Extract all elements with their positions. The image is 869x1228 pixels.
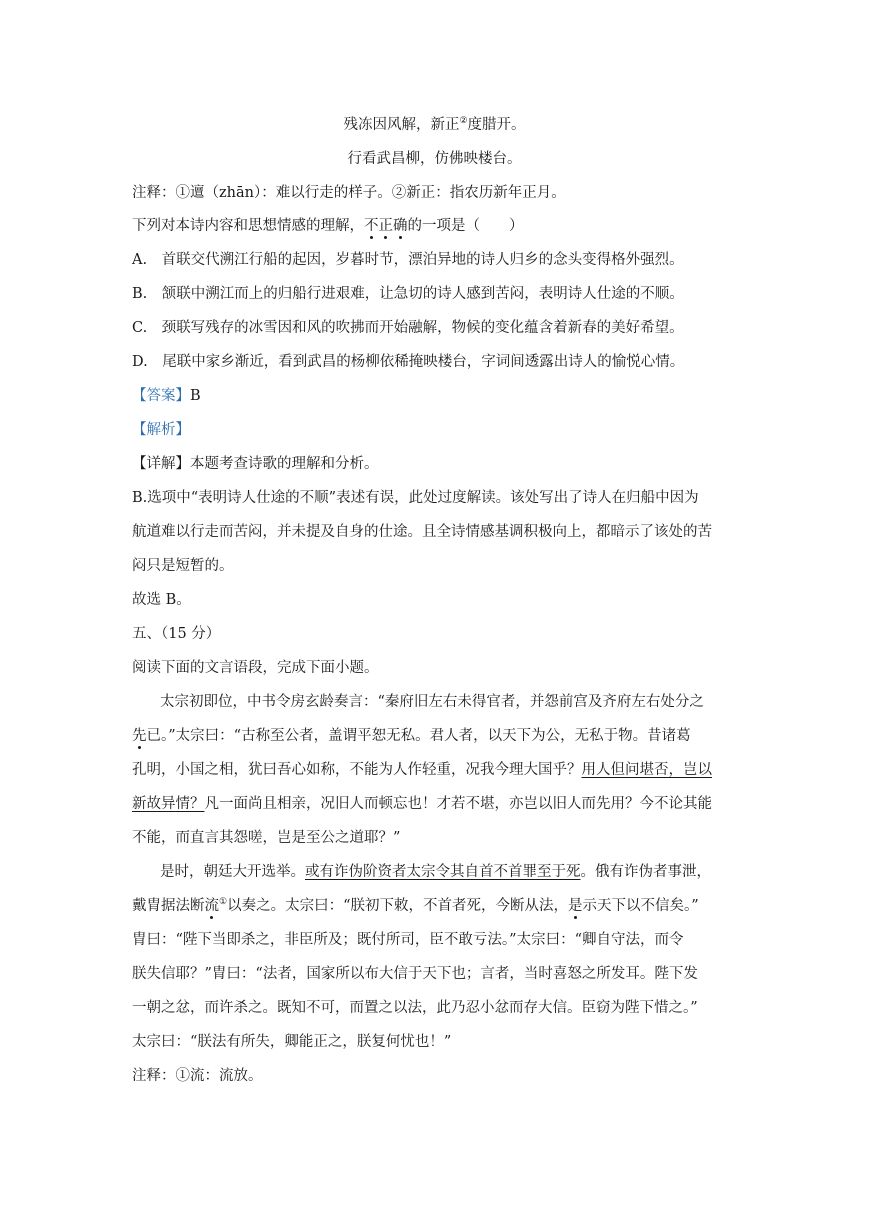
option-c: C. 颈联写残存的冰雪因和风的吹拂而开始融解，物候的变化蕴含着新春的美好希望。 [132,320,684,336]
option-d: D. 尾联中家乡渐近，看到武昌的杨柳依稀掩映楼台，字词间透露出诗人的愉悦心情。 [132,354,685,370]
passage-p1-line-5: 不能，而直言其怨嗟，岂是至公之道耶？” [132,830,401,846]
detail-body-3: 闷只是短暂的。 [132,558,234,574]
poem-line-2: 行看武昌柳，仿佛映楼台。 [347,151,522,167]
passage-p1-line-1: 太宗初即位，中书令房玄龄奏言：“秦府旧左右未得官者，并怨前宫及齐府左右处分之 [160,694,704,710]
option-a: A. 首联交代溯江行船的起因，岁暮时节，漂泊异地的诗人归乡的念头变得格外强烈。 [132,252,684,268]
poem-notes: 注释：①邅（zhān）：难以行走的样子。②新正：指农历新年正月。 [132,185,566,201]
passage-p1-line-4: 新故异情？凡一面尚且相亲，况旧人而顿忘也！才若不堪，亦岂以旧人而先用？今不论其能 [132,796,712,812]
detail-body-1: B.选项中“表明诗人仕途的不顺”表述有误，此处过度解读。该处写出了诗人在归船中因为 [132,490,699,506]
section-instruction: 阅读下面的文言语段，完成下面小题。 [132,660,379,676]
passage-p2-line-1: 是时，朝廷大开选举。或有诈伪阶资者太宗令其自首不首罪至于死。俄有诈伪者事泄， [160,864,711,880]
passage-notes: 注释：①流：流放。 [132,1068,263,1084]
underlined-sentence-2: 或有诈伪阶资者太宗令其自首不首罪至于死 [305,864,581,880]
passage-p2-line-2: 戴胄据法断流①以奏之。太宗曰：“朕初下敕，不首者死，今断从法，是示天下以不信矣。” [132,897,699,914]
answer: 【答案】B [132,388,201,404]
detail-choose: 故选 B。 [132,592,191,608]
passage-p1-line-2: 先已。”太宗曰：“古称至公者，盖谓平恕无私。君人者，以天下为公，无私于物。昔诸葛 [132,728,691,744]
poem-line-1: 残冻因风解，新正②度腊开。 [343,116,526,133]
passage-p2-line-5: 一朝之忿，而许杀之。既知不可，而置之以法，此乃忍小忿而存大信。臣窃为陛下惜之。” [132,1000,698,1016]
answer-tag: 【答案】 [132,388,190,404]
section-heading: 五、（15 分） [132,626,221,642]
option-b: B. 颔联中溯江而上的归船行进艰难，让急切的诗人感到苦闷，表明诗人仕途的不顺。 [132,286,684,302]
passage-p2-line-6: 太宗曰：“朕法有所失，卿能正之，朕复何忧也！” [132,1034,452,1050]
passage-p2-line-4: 朕失信耶？”胄曰：“法者，国家所以布大信于天下也；言者，当时喜怒之所发耳。陛下发 [132,966,698,982]
underlined-sentence-1: 用人但问堪否，岂以 [581,762,712,778]
question-stem: 下列对本诗内容和思想情感的理解，不正确的一项是（ ） [132,218,524,234]
passage-p1-line-3: 孔明，小国之相，犹曰吾心如称，不能为人作轻重，况我今理大国乎？用人但问堪否，岂以 [132,762,712,778]
detail-intro: 【详解】本题考查诗歌的理解和分析。 [132,456,379,472]
analysis-tag: 【解析】 [132,422,190,438]
underlined-sentence-1-cont: 新故异情？ [132,796,205,812]
passage-p2-line-3: 胄曰：“陛下当即杀之，非臣所及；既付所司，臣不敢亏法。”太宗曰：“卿自守法，而令 [132,932,684,948]
detail-body-2: 航道难以行走而苦闷，并未提及自身的仕途。且全诗情感基调积极向上，都暗示了该处的苦 [132,524,712,540]
